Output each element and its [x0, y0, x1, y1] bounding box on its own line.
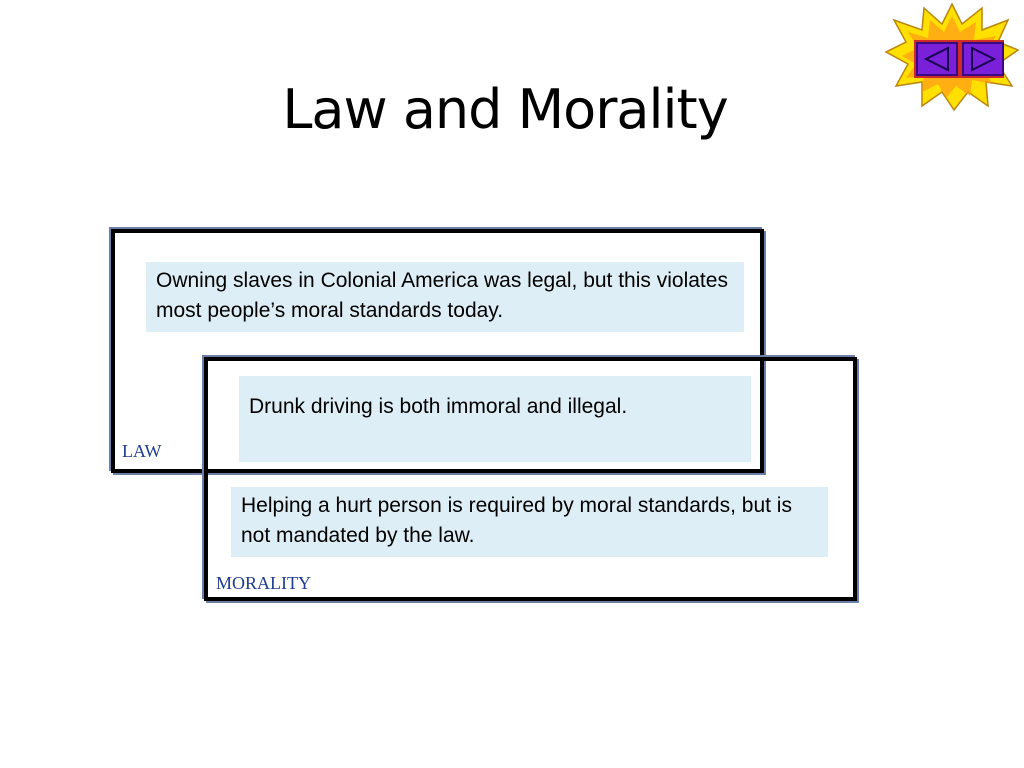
navigation-badge [884, 2, 1020, 112]
forward-button[interactable] [962, 42, 1004, 76]
back-button[interactable] [916, 42, 958, 76]
legal-not-moral-note: Owning slaves in Colonial America was legal, but this violates most people’s moral standards today. [146, 262, 744, 332]
moral-not-legal-note: Helping a hurt person is required by moral standards, but is not mandated by the law. [231, 487, 828, 557]
law-label: LAW [122, 441, 162, 461]
morality-label: MORALITY [216, 573, 311, 593]
forward-arrow-icon [964, 44, 1002, 74]
slide-title: Law and Morality [282, 78, 728, 141]
back-arrow-icon [918, 44, 956, 74]
legal-and-moral-note: Drunk driving is both immoral and illegal. [239, 376, 751, 462]
